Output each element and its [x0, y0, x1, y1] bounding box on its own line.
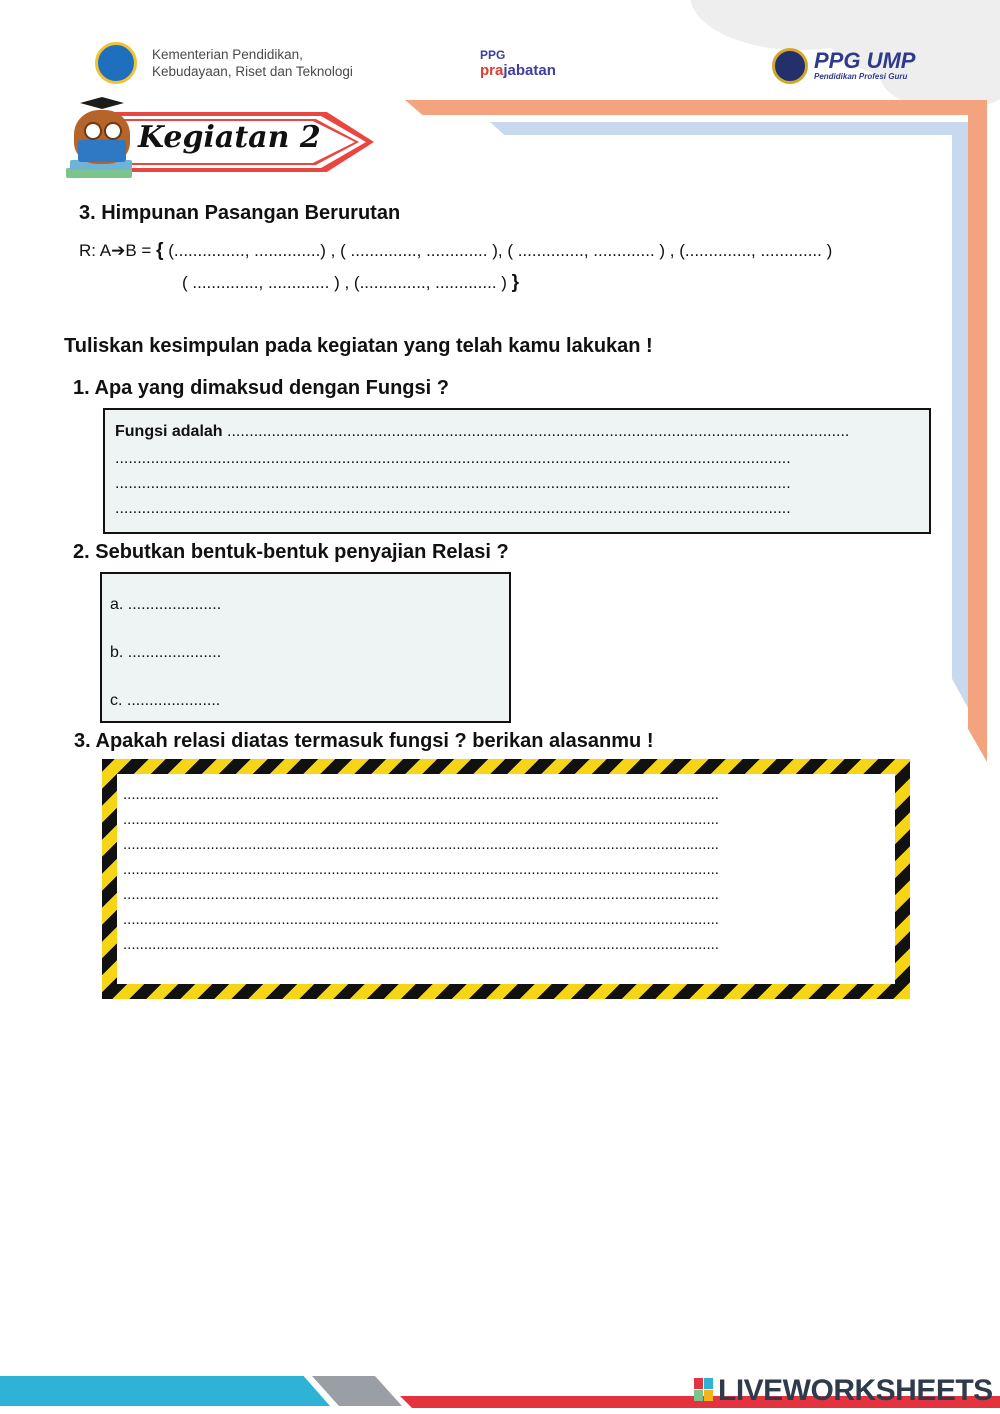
kemdikbud-logo — [95, 42, 137, 84]
question-2: 2. Sebutkan bentuk-bentuk penyajian Relasi ? — [73, 541, 509, 563]
ppg-ump-title: PPG UMP — [814, 48, 916, 73]
ppg-ump-subtitle: Pendidikan Profesi Guru — [814, 72, 908, 81]
answer-blank[interactable]: ............................................................................................................................................... — [123, 811, 719, 828]
decorative-frame — [968, 100, 987, 762]
answer-item-b[interactable]: b. ..................... — [110, 644, 222, 661]
ppg-prajabatan-logo — [480, 62, 556, 79]
answer-blank[interactable]: ............................................................................................................................................... — [123, 936, 719, 953]
decorative-frame — [952, 122, 968, 708]
instruction-text: Tuliskan kesimpulan pada kegiatan yang telah kamu lakukan ! — [64, 335, 653, 357]
fungsi-lead: Fungsi adalah — [115, 423, 228, 440]
ppg-jabatan: jabatan — [503, 62, 556, 79]
question-3: 3. Apakah relasi diatas termasuk fungsi ? berikan alasanmu ! — [74, 730, 654, 752]
relation-eq: B = — [125, 241, 157, 260]
answer-blank[interactable]: ............................................................................................................................................... — [123, 861, 719, 878]
pair-blanks[interactable]: ( .............., ............. ) , (.............., ............. ) — [182, 273, 512, 292]
answer-blank[interactable]: ............................................................................................................................................... — [123, 836, 719, 853]
answer-box-1[interactable] — [103, 408, 931, 534]
answer-box-2[interactable] — [100, 572, 511, 723]
arrow-icon: ➔ — [111, 241, 126, 260]
ministry-name — [152, 46, 353, 80]
answer-blank[interactable]: ............................................................................................................................................... — [123, 911, 719, 928]
ump-seal-logo — [772, 48, 808, 84]
open-brace: { — [156, 240, 164, 261]
graduation-cap-icon — [80, 97, 124, 109]
owl-eye-icon — [104, 122, 122, 140]
ministry-line: Kebudayaan, Riset dan Teknologi — [152, 64, 353, 79]
relation-line-1 — [79, 240, 832, 262]
liveworksheets-logo[interactable]: LIVEWORKSHEETS — [718, 1374, 993, 1407]
open-book-icon — [78, 140, 126, 162]
answer-blank[interactable]: ........................................................................................................................................................ — [115, 500, 791, 517]
decorative-frame — [490, 122, 968, 135]
activity-title: Kegiatan 2 — [138, 120, 321, 155]
ppg-logo-top: PPG — [480, 48, 506, 62]
answer-blank[interactable]: ............................................................................................................................................... — [123, 786, 719, 803]
liveworksheets-icon — [694, 1378, 714, 1402]
ppg-pra: pra — [480, 62, 504, 79]
close-brace: } — [511, 272, 520, 293]
question-1: 1. Apa yang dimaksud dengan Fungsi ? — [73, 377, 449, 399]
ministry-line: Kementerian Pendidikan, — [152, 47, 303, 62]
section-heading: 3. Himpunan Pasangan Berurutan — [79, 202, 401, 224]
relation-prefix: R: A — [79, 241, 112, 260]
answer-blank[interactable]: ........................................................................................................................................................ — [115, 475, 791, 492]
answer-box-3[interactable] — [117, 774, 895, 984]
answer-blank[interactable]: ........................................................................................................................................................ — [115, 450, 791, 467]
answer-blank[interactable]: ............................................................................................................................................... — [123, 886, 719, 903]
footer-stripe — [0, 1376, 330, 1406]
decorative-frame — [405, 100, 987, 115]
owl-eye-icon — [84, 122, 102, 140]
answer-item-c[interactable]: c. ..................... — [110, 692, 221, 709]
answer-item-a[interactable]: a. ..................... — [110, 596, 222, 613]
answer-blank[interactable]: ............................................................................................................................................ — [227, 423, 850, 440]
pair-blanks[interactable]: (..............., ..............) , ( .............., ............. ), ( .............., ............. ) , (.............., ............. ) — [163, 241, 833, 260]
relation-line-2 — [182, 272, 519, 294]
